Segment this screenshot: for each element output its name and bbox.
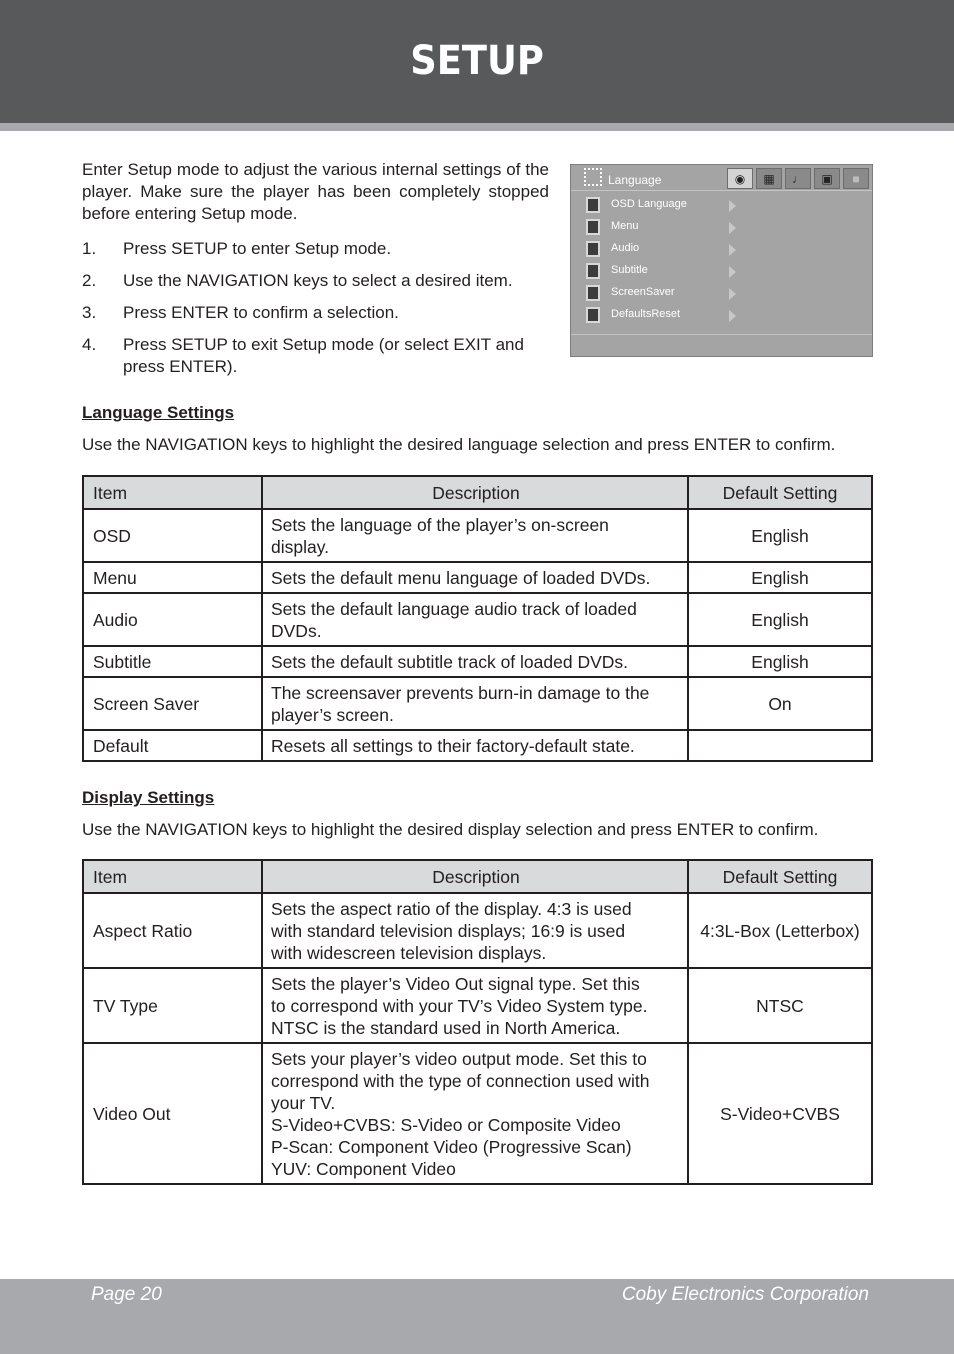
- arrow-right-icon: [729, 244, 736, 256]
- item-cell: Screen Saver: [83, 677, 262, 730]
- grid-icon: [584, 168, 602, 186]
- osd-menu-item-label: Audio: [611, 242, 640, 254]
- company-name: Coby Electronics Corporation: [621, 1284, 869, 1305]
- osd-page-title: Language: [608, 173, 662, 187]
- description-cell: Resets all settings to their factory-default state.: [262, 730, 688, 761]
- display-settings-heading: Display Settings: [82, 788, 215, 807]
- osd-menu-item-label: OSD Language: [611, 198, 687, 210]
- page-number: Page 20: [91, 1284, 162, 1305]
- lock-icon: ■: [843, 168, 869, 189]
- step-number: 3.: [82, 303, 97, 322]
- step-number: 1.: [82, 239, 97, 258]
- disc-icon: ◉: [727, 168, 753, 189]
- default-cell: English: [688, 593, 872, 646]
- osd-menu-item-label: Subtitle: [611, 264, 648, 276]
- osd-menu-item: [585, 216, 865, 238]
- description-cell: The screensaver prevents burn-in damage to the player’s screen.: [262, 677, 688, 730]
- table-row: [83, 509, 872, 562]
- description-cell: Sets the default subtitle track of loaded DVDs.: [262, 646, 688, 677]
- speaker-icon: ♩: [785, 168, 811, 189]
- osd-menu-item-label: ScreenSaver: [611, 286, 675, 298]
- step-number: 4.: [82, 335, 97, 354]
- item-cell: Menu: [83, 562, 262, 593]
- step-item: [82, 270, 552, 292]
- item-cell: OSD: [83, 509, 262, 562]
- step-number: 2.: [82, 271, 97, 290]
- table-row: [83, 968, 872, 1043]
- setup-steps-list: [82, 238, 552, 388]
- language-settings-table: [82, 475, 873, 762]
- menu-item-icon: [586, 263, 600, 279]
- default-cell: English: [688, 509, 872, 562]
- step-text: Press ENTER to confirm a selection.: [123, 303, 399, 322]
- table-header-row: [83, 476, 872, 509]
- language-settings-description: Use the NAVIGATION keys to highlight the desired language selection and press ENTER to confirm.: [82, 435, 836, 454]
- description-cell: Sets the language of the player’s on-screen display.: [262, 509, 688, 562]
- step-text: Use the NAVIGATION keys to select a desired item.: [123, 271, 513, 290]
- table-header-row: [83, 860, 872, 893]
- page-title: SETUP: [410, 38, 544, 84]
- default-cell: English: [688, 562, 872, 593]
- table-row: [83, 562, 872, 593]
- column-header-item: Item: [83, 860, 262, 893]
- item-cell: Default: [83, 730, 262, 761]
- table-row: [83, 893, 872, 968]
- arrow-right-icon: [729, 266, 736, 278]
- column-header-default: Default Setting: [688, 860, 872, 893]
- column-header-default: Default Setting: [688, 476, 872, 509]
- osd-menu-item: [585, 194, 865, 216]
- osd-menu-item: [585, 282, 865, 304]
- arrow-right-icon: [729, 200, 736, 212]
- language-settings-heading: Language Settings: [82, 403, 235, 422]
- item-cell: Audio: [83, 593, 262, 646]
- menu-item-icon: [586, 285, 600, 301]
- arrow-right-icon: [729, 222, 736, 234]
- step-text: Press SETUP to exit Setup mode (or select EXIT and press ENTER).: [123, 335, 524, 376]
- step-item: [82, 302, 552, 324]
- description-cell: Sets the default menu language of loaded DVDs.: [262, 562, 688, 593]
- arrow-right-icon: [729, 310, 736, 322]
- description-cell: Sets the player’s Video Out signal type. Set this to correspond with your TV’s Video System type. NTSC is the standard used in North America.: [262, 968, 688, 1043]
- menu-item-icon: [586, 219, 600, 235]
- display-settings-table: [82, 859, 873, 1185]
- osd-bottom-divider: [571, 334, 872, 335]
- osd-menu-item-label: Menu: [611, 220, 639, 232]
- osd-top-bar: [571, 165, 872, 191]
- description-cell: Sets your player’s video output mode. Set this to correspond with the type of connection used with your TV. S-Video+CVBS: S-Video or Composite Video P-Scan: Component Video (Progressive Scan) YUV: Component Video: [262, 1043, 688, 1184]
- default-cell: 4:3L-Box (Letterbox): [688, 893, 872, 968]
- osd-setup-screenshot: [570, 164, 873, 357]
- table-row: [83, 730, 872, 761]
- osd-menu-item: [585, 304, 865, 326]
- column-header-description: Description: [262, 476, 688, 509]
- item-cell: Aspect Ratio: [83, 893, 262, 968]
- description-cell: Sets the aspect ratio of the display. 4:3 is used with standard television displays; 16:9 is used with widescreen television displays.: [262, 893, 688, 968]
- step-item: [82, 238, 552, 260]
- table-row: [83, 677, 872, 730]
- default-cell: English: [688, 646, 872, 677]
- osd-menu-list: [585, 194, 865, 326]
- menu-item-icon: [586, 307, 600, 323]
- arrow-right-icon: [729, 288, 736, 300]
- table-row: [83, 593, 872, 646]
- table-row: [83, 1043, 872, 1184]
- item-cell: TV Type: [83, 968, 262, 1043]
- osd-tab-bar: [727, 168, 869, 189]
- default-cell: NTSC: [688, 968, 872, 1043]
- default-cell: On: [688, 677, 872, 730]
- intro-paragraph: Enter Setup mode to adjust the various internal settings of the player. Make sure the player has been completely stopped before entering Setup mode.: [82, 160, 549, 223]
- header-divider: [0, 123, 954, 131]
- step-item: [82, 334, 552, 378]
- table-row: [83, 646, 872, 677]
- menu-item-icon: [586, 197, 600, 213]
- description-cell: Sets the default language audio track of loaded DVDs.: [262, 593, 688, 646]
- osd-menu-item: [585, 238, 865, 260]
- item-cell: Video Out: [83, 1043, 262, 1184]
- step-text: Press SETUP to enter Setup mode.: [123, 239, 392, 258]
- osd-menu-item: [585, 260, 865, 282]
- osd-menu-item-label: DefaultsReset: [611, 308, 681, 320]
- menu-item-icon: [586, 241, 600, 257]
- column-header-description: Description: [262, 860, 688, 893]
- column-header-item: Item: [83, 476, 262, 509]
- video-icon: ▣: [814, 168, 840, 189]
- default-cell: S-Video+CVBS: [688, 1043, 872, 1184]
- default-cell: [688, 730, 872, 761]
- item-cell: Subtitle: [83, 646, 262, 677]
- display-settings-description: Use the NAVIGATION keys to highlight the desired display selection and press ENTER to confirm.: [82, 820, 819, 839]
- film-icon: ▦: [756, 168, 782, 189]
